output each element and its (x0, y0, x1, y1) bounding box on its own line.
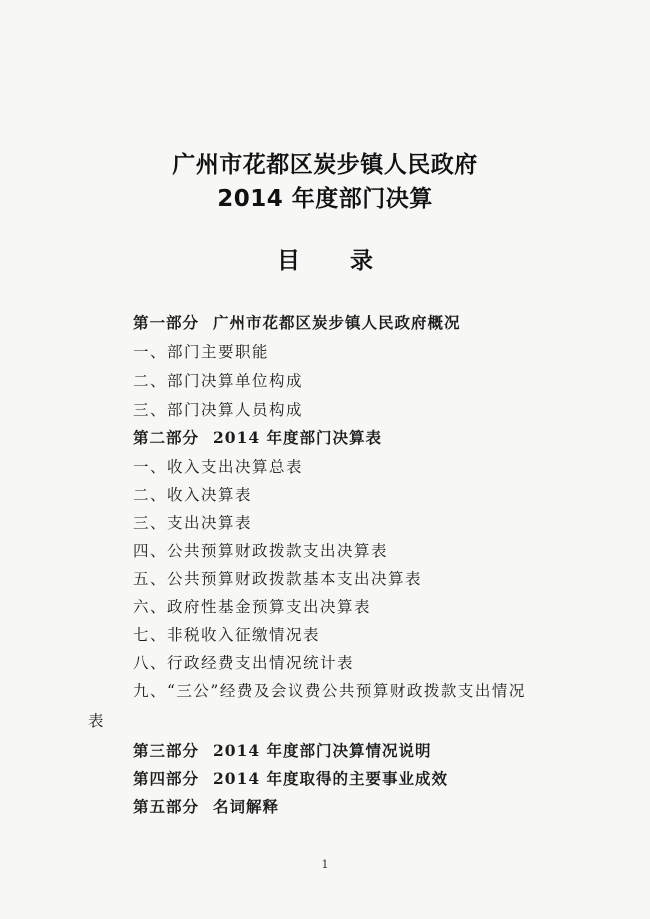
toc-item: 四、公共预算财政拨款支出决算表 (133, 542, 389, 560)
toc-part-1-label: 第一部分 (133, 313, 200, 332)
toc-item: 九、“三公”经费及会议费公共预算财政拨款支出情况 (133, 682, 526, 700)
toc-part-2-label: 第二部分 (133, 428, 200, 447)
toc-item: 一、部门主要职能 (133, 343, 270, 361)
toc-item: 二、收入决算表 (133, 486, 253, 504)
toc-part-5-label: 第五部分 (133, 797, 200, 816)
toc-part-2-name: 2014 年度部门决算表 (213, 428, 383, 447)
toc-item: 三、支出决算表 (133, 514, 253, 532)
toc-part-3-name: 2014 年度部门决算情况说明 (213, 741, 432, 760)
toc-part-1 (133, 311, 461, 333)
toc-part-1-name: 广州市花都区炭步镇人民政府概况 (213, 313, 461, 332)
toc-part-3-label: 第三部分 (133, 741, 200, 760)
toc-part-4 (133, 767, 448, 789)
toc-part-5 (133, 795, 279, 817)
page-number: 1 (321, 858, 329, 871)
toc-heading (0, 242, 650, 275)
toc-heading-char-1: 目 (277, 248, 300, 274)
toc-item: 七、非税收入征缴情况表 (133, 626, 321, 644)
toc-item: 八、行政经费支出情况统计表 (133, 654, 355, 672)
toc-item: 五、公共预算财政拨款基本支出决算表 (133, 570, 423, 588)
toc-item-wrap: 表 (88, 712, 106, 730)
toc-part-3 (133, 739, 432, 761)
toc-part-5-name: 名词解释 (213, 797, 280, 816)
document-subtitle: 2014 年度部门决算 (217, 186, 433, 212)
toc-part-4-label: 第四部分 (133, 769, 200, 788)
toc-item: 六、政府性基金预算支出决算表 (133, 598, 372, 616)
toc-item: 三、部门决算人员构成 (133, 401, 304, 419)
document-title: 广州市花都区炭步镇人民政府 (172, 152, 478, 178)
toc-part-4-name: 2014 年度取得的主要事业成效 (213, 769, 449, 788)
toc-part-2 (133, 426, 382, 448)
toc-heading-char-2: 录 (350, 248, 373, 274)
toc-item: 一、收入支出决算总表 (133, 458, 304, 476)
toc-item: 二、部门决算单位构成 (133, 372, 304, 390)
